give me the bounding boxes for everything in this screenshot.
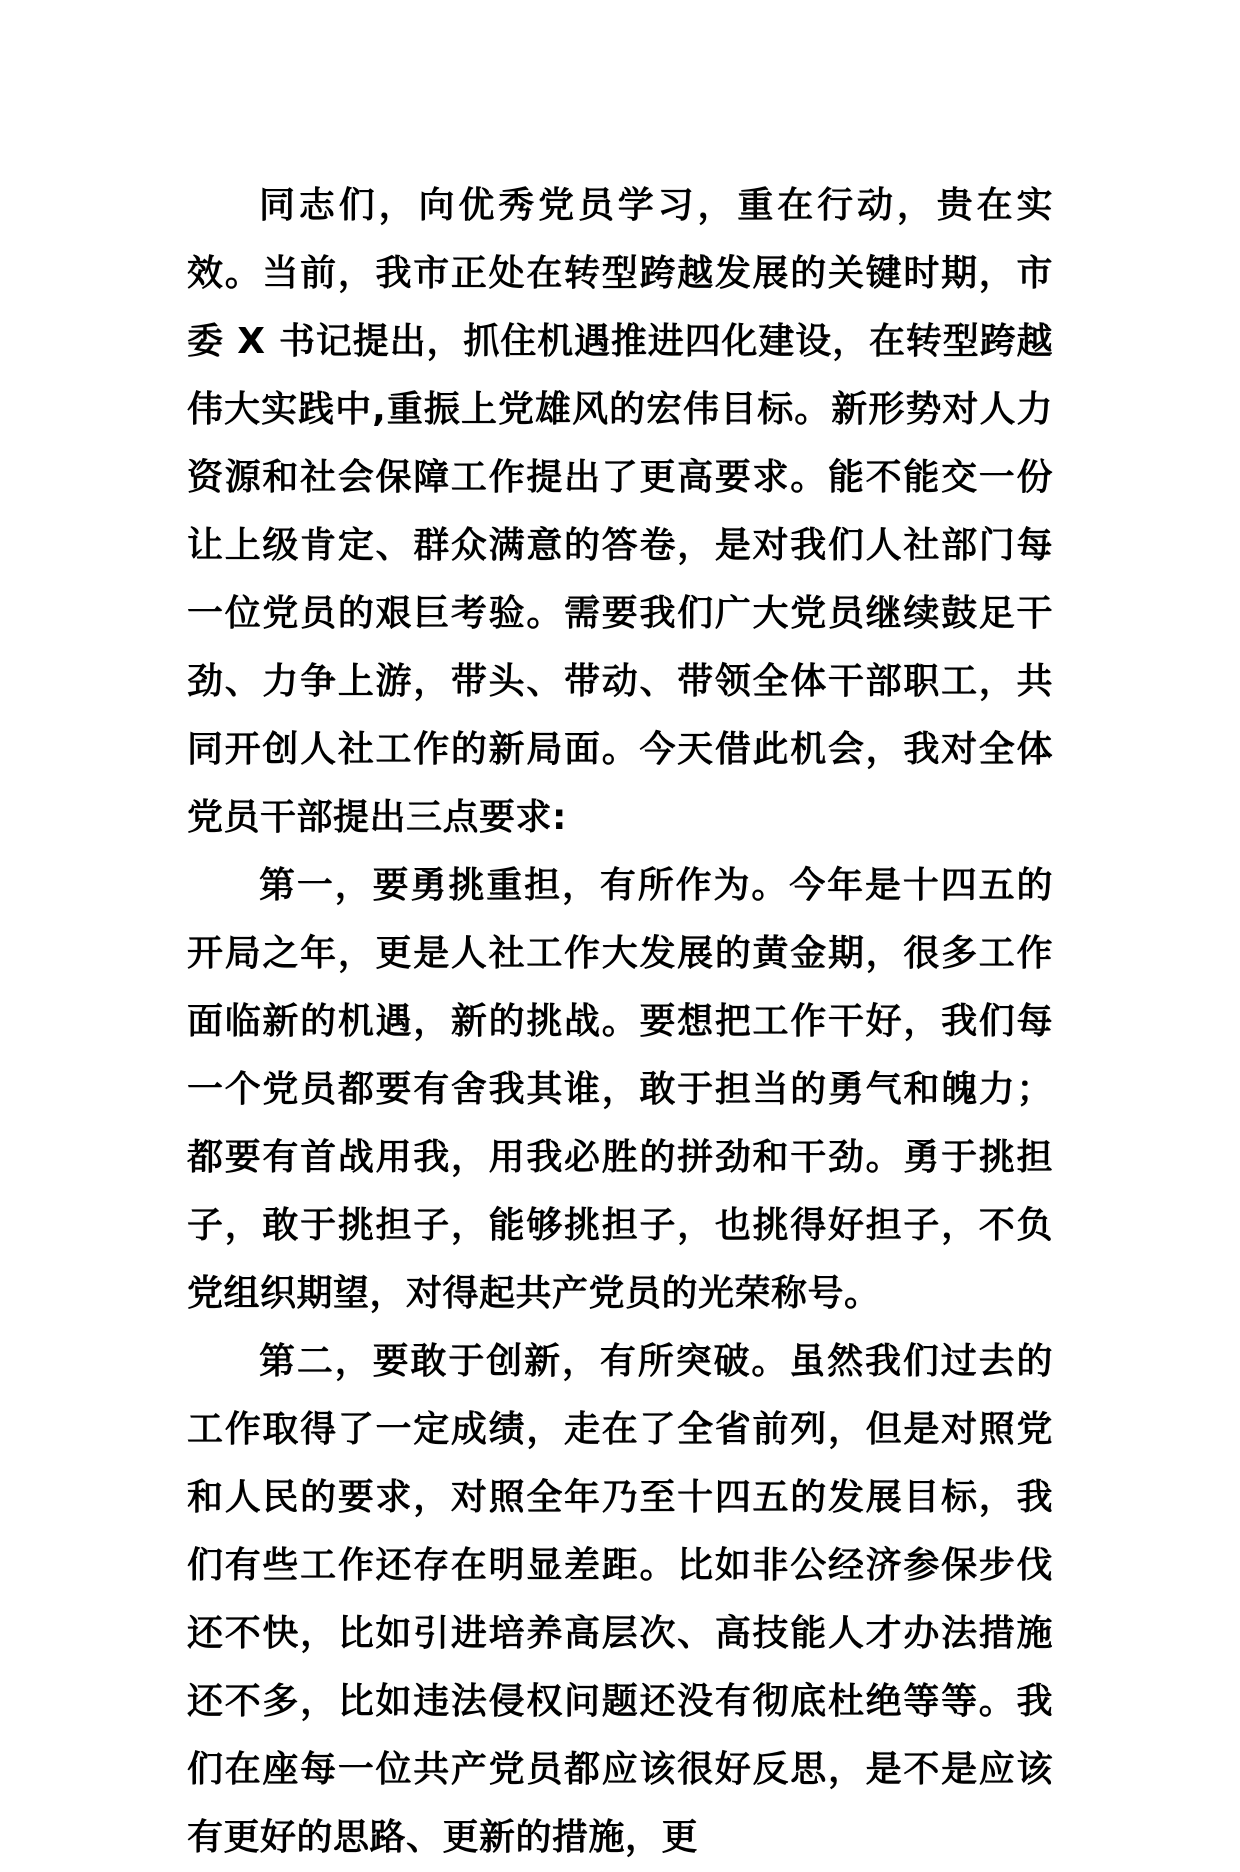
paragraph-intro: 同志们，向优秀党员学习，重在行动，贵在实效。当前，我市正处在转型跨越发展的关键时期，市委 X 书记提出，抓住机遇推进四化建设，在转型跨越伟大实践中,重振上党雄风的宏伟目标。新形势对人力资源和社会保障工作提出了更高要求。能不能交一份让上级肯定、群众满意的答卷，是对我们人社部门每一位党员的艰巨考验。需要我们广大党员继续鼓足干劲、力争上游，带头、带动、带领全体干部职工，共同开创人社工作的新局面。今天借此机会，我对全体党员干部提出三点要求: [187, 185, 1053, 838]
paragraph-second-requirement: 第二，要敢于创新，有所突破。虽然我们过去的工作取得了一定成绩，走在了全省前列，但是对照党和人民的要求，对照全年乃至十四五的发展目标，我们有些工作还存在明显差距。比如非公经济参保步伐还不快，比如引进培养高层次、高技能人才办法措施还不多，比如违法侵权问题还没有彻底杜绝等等。我们在座每一位共产党员都应该很好反思，是不是应该有更好的思路、更新的措施，更 [187, 1341, 1053, 1858]
paragraph-first-requirement: 第一，要勇挑重担，有所作为。今年是十四五的开局之年，更是人社工作大发展的黄金期，很多工作面临新的机遇，新的挑战。要想把工作干好，我们每一个党员都要有舍我其谁，敢于担当的勇气和魄力；都要有首战用我，用我必胜的拼劲和干劲。勇于挑担子，敢于挑担子，能够挑担子，也挑得好担子，不负党组织期望，对得起共产党员的光荣称号。 [187, 865, 1053, 1314]
document-body [187, 172, 1053, 1872]
